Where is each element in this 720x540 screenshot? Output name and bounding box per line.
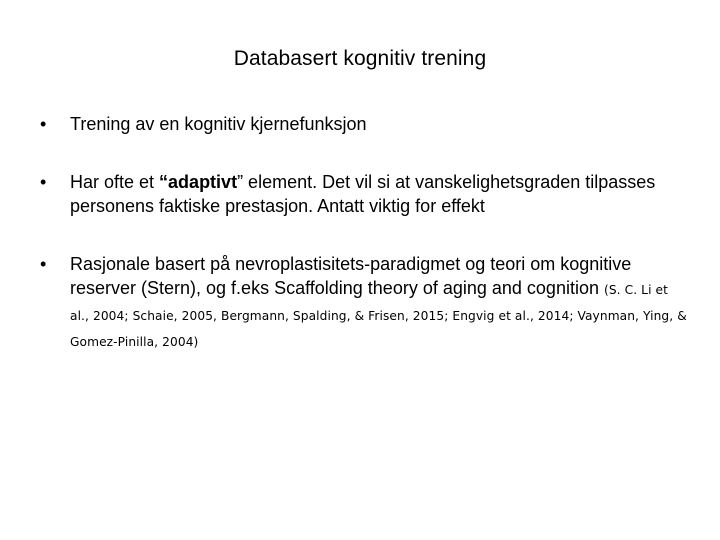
bullet-text (70, 170, 690, 218)
bullet-text-start: Har ofte et (70, 172, 160, 192)
bullet-text (70, 252, 690, 354)
bullet-text-end: ” element. Det vil si at vanskelighetsgraden tilpasses personens faktiske prestasjon. Antatt viktig for effekt (70, 172, 656, 216)
bullet-marker-icon: • (40, 254, 47, 274)
bullet-marker-icon: • (40, 172, 47, 192)
emphasis-text: “adaptivt (159, 172, 238, 192)
slide-title: Databasert kognitiv trening (233, 47, 487, 70)
bullet-text: Trening av en kognitiv kjernefunksjon (70, 114, 367, 134)
bullet-main-text: Rasjonale basert på nevroplastisitets-paradigmet og teori om kognitive reserver (Stern), og f.eks Scaffolding theory of aging and cognition (70, 254, 632, 298)
bullet-marker-icon: • (40, 114, 47, 134)
citation-text: (S. C. Li et al., 2004; Schaie, 2005, Bergmann, Spalding, & Frisen, 2015; Engvig et al., 2014; Vaynman, Ying, & Gomez-Pinilla, 2004) (70, 283, 687, 349)
